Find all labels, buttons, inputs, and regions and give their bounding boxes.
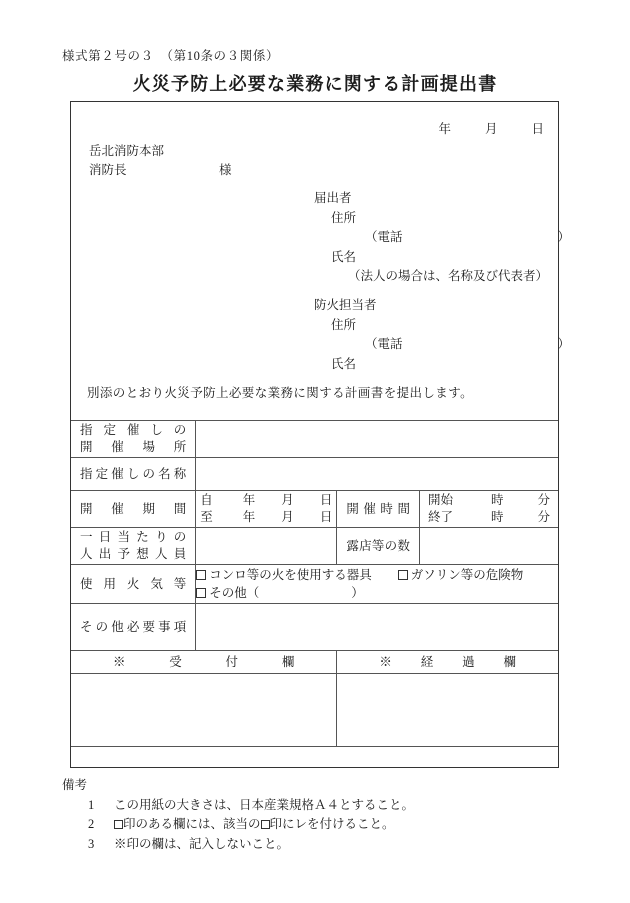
table-row-period — [71, 491, 558, 528]
venue-label-line1: 指定催しの — [80, 423, 187, 437]
note-text-2-mid: 印にレを付けること。 — [269, 817, 395, 831]
form-table — [71, 420, 558, 747]
note-text-2-pre: 印のある欄には、該当の — [123, 817, 261, 831]
fire-manager-address-label: 住所 — [331, 317, 357, 332]
end-label: 終了 — [427, 510, 453, 524]
hours-label: 開催時間 — [346, 501, 410, 516]
fire-option-3-label: その他（ — [209, 586, 260, 600]
receipt-column-label: ※受付欄 — [113, 654, 295, 669]
form-frame — [70, 101, 571, 768]
table-row-official-headers — [71, 651, 558, 674]
period-from-row — [196, 492, 336, 509]
period-input-cell[interactable] — [196, 491, 337, 528]
attendance-label-line2: 人出予想人員 — [80, 547, 187, 561]
date-year: 年 — [438, 122, 451, 136]
end-minute: 分 — [537, 510, 550, 524]
checkbox-glyph-icon-2 — [261, 820, 270, 829]
table-row-venue — [71, 421, 558, 458]
checkbox-stove-icon[interactable] — [196, 570, 206, 580]
table-row-attendance — [71, 528, 558, 565]
applicant-block — [314, 189, 570, 287]
attendance-label-line1: 一日当たりの — [80, 530, 187, 544]
start-hour: 時 — [490, 493, 504, 507]
addressee-honorific: 様 — [219, 163, 232, 177]
period-from-label: 自 — [200, 493, 213, 507]
fire-manager-block — [314, 296, 570, 374]
notes-heading: 備考 — [62, 778, 88, 792]
venue-input-cell[interactable] — [196, 421, 558, 458]
progress-column-label: ※経過欄 — [379, 654, 516, 669]
attendance-input-cell[interactable] — [196, 528, 337, 565]
start-minute: 分 — [537, 493, 550, 507]
receipt-column-header — [71, 651, 337, 674]
fire-option-3-close: ） — [351, 586, 364, 600]
note-number-2: 2 — [88, 817, 95, 831]
stalls-label: 露店等の数 — [346, 538, 410, 553]
note-item-2 — [62, 815, 414, 835]
other-input-cell[interactable] — [196, 604, 558, 651]
note-number-1: 1 — [88, 797, 95, 812]
table-row-official-blanks — [71, 674, 558, 747]
applicant-phone-open: （電話 — [365, 230, 403, 244]
fire-use-options-cell — [196, 565, 558, 604]
applicant-address-label: 住所 — [331, 210, 357, 225]
period-to-year: 年 — [242, 510, 256, 524]
other-label-cell — [71, 604, 196, 651]
checkbox-other-icon[interactable] — [196, 588, 206, 598]
event-name-label: 指定催しの名称 — [80, 466, 187, 481]
table-row-event-name — [71, 458, 558, 491]
event-name-input-cell[interactable] — [196, 458, 558, 491]
addressee-org: 岳北消防本部 — [89, 144, 165, 158]
note-item-1 — [62, 796, 414, 816]
fire-options-row-2 — [196, 584, 558, 602]
note-text-1: この用紙の大きさは、日本産業規格Ａ４とすること。 — [114, 797, 415, 812]
fire-option-1-label: コンロ等の火を使用する器具 — [209, 568, 372, 582]
period-from-year: 年 — [242, 493, 256, 507]
date-month: 月 — [484, 122, 498, 136]
fire-options-row-1 — [196, 566, 558, 584]
applicant-name-label: 氏名 — [331, 249, 357, 264]
addressee-chief: 消防長 — [89, 163, 127, 177]
stalls-input-cell[interactable] — [419, 528, 558, 565]
fire-manager-phone-open: （電話 — [365, 337, 403, 351]
date-day: 日 — [531, 122, 544, 136]
form-number: 様式第２号の３ （第10条の３関係） — [62, 49, 280, 63]
period-label-cell — [71, 491, 196, 528]
notes-block — [62, 776, 414, 854]
fire-manager-heading: 防火担当者 — [314, 298, 377, 312]
period-from-day: 日 — [319, 493, 333, 507]
other-label: その他必要事項 — [80, 619, 187, 634]
table-row-other — [71, 604, 558, 651]
applicant-phone-close: ） — [557, 230, 571, 244]
attendance-label-cell — [71, 528, 196, 565]
page-title: 火災予防上必要な業務に関する計画提出書 — [132, 74, 498, 94]
fire-manager-phone-close: ） — [557, 337, 571, 351]
addressee-block — [89, 142, 232, 180]
statement-text: 別添のとおり火災予防上必要な業務に関する計画書を提出します。 — [87, 386, 474, 400]
end-hour: 時 — [490, 510, 504, 524]
venue-label-line2: 開催場所 — [80, 440, 187, 454]
period-to-day: 日 — [319, 510, 333, 524]
checkbox-gasoline-icon[interactable] — [398, 570, 408, 580]
period-to-row — [196, 509, 336, 526]
fire-use-label-cell — [71, 565, 196, 604]
stalls-label-cell — [337, 528, 420, 565]
checkbox-glyph-icon — [114, 820, 123, 829]
note-number-3: 3 — [88, 836, 95, 851]
fire-option-2-label: ガソリン等の危険物 — [410, 568, 524, 582]
end-time-row — [420, 509, 558, 526]
note-item-3 — [62, 835, 414, 855]
period-to-month: 月 — [281, 510, 294, 524]
note-text-3: ※印の欄は、記入しないこと。 — [114, 836, 290, 851]
progress-column-cell[interactable] — [337, 674, 558, 747]
applicant-heading: 届出者 — [314, 191, 352, 205]
progress-column-header — [337, 651, 558, 674]
receipt-column-cell[interactable] — [71, 674, 337, 747]
fire-manager-name-label: 氏名 — [331, 356, 357, 371]
applicant-phone-row — [365, 228, 570, 248]
event-name-label-cell — [71, 458, 196, 491]
period-from-month: 月 — [281, 493, 294, 507]
fire-use-label: 使用火気等 — [80, 576, 187, 591]
addressee-chief-row — [89, 161, 232, 180]
fire-manager-phone-row — [365, 335, 570, 355]
start-time-row — [420, 492, 558, 509]
start-label: 開始 — [427, 493, 453, 507]
date-line — [438, 119, 544, 137]
period-label: 開催期間 — [80, 501, 187, 516]
applicant-note: （法人の場合は、名称及び代表者） — [348, 269, 549, 283]
hours-label-cell — [337, 491, 420, 528]
venue-label-cell — [71, 421, 196, 458]
hours-input-cell[interactable] — [419, 491, 558, 528]
table-row-fire-use — [71, 565, 558, 604]
period-to-label: 至 — [200, 510, 213, 524]
